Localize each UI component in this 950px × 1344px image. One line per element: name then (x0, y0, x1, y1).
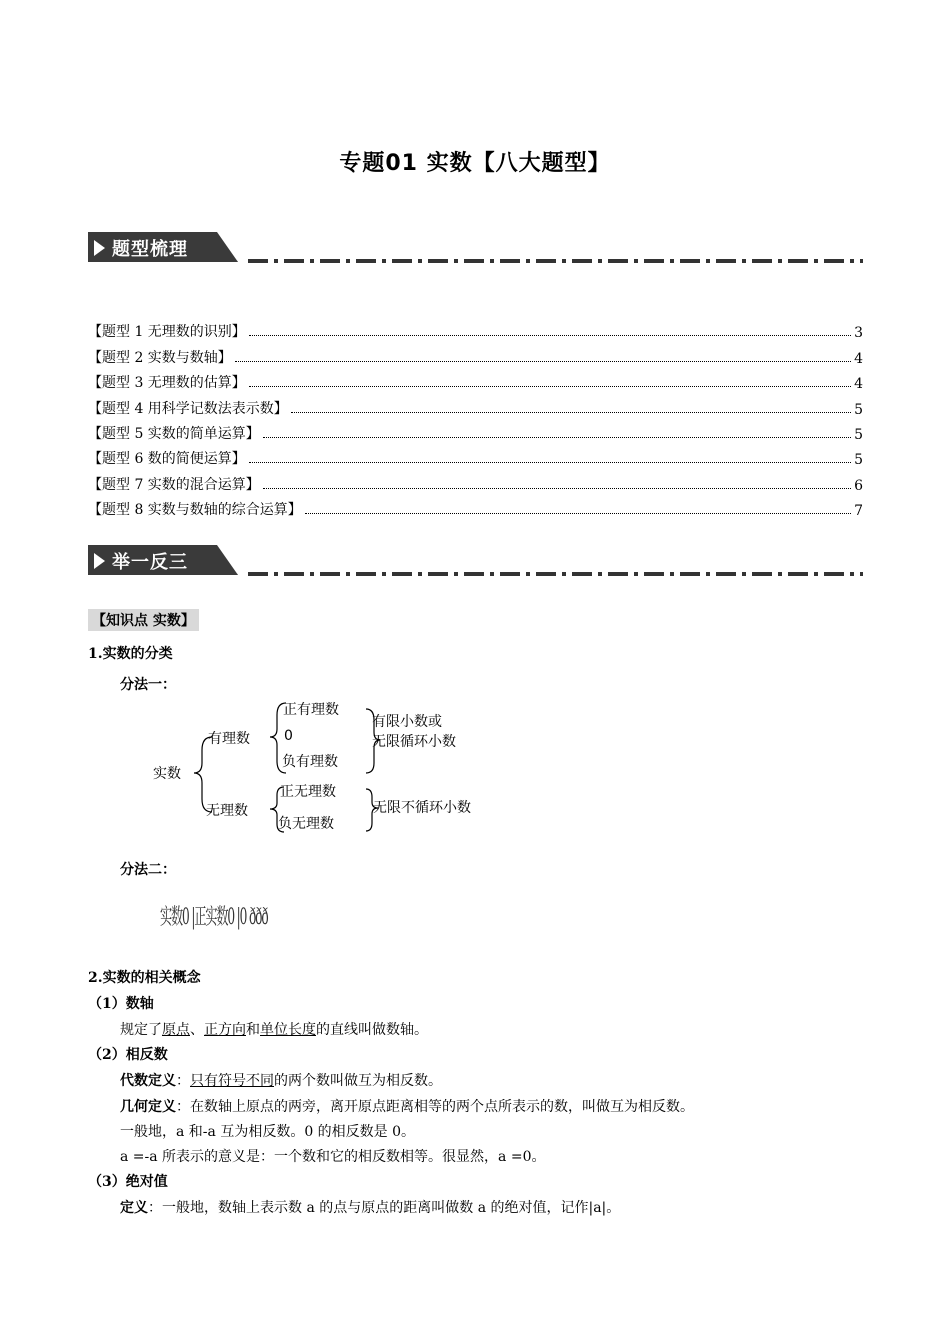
banner-label: 题型梳理 (112, 239, 188, 260)
diagram-negative-irrational: 负无理数 (278, 816, 334, 832)
garbled-formula: 实数0 |正实数0 |0 ððð (160, 905, 268, 930)
play-triangle-icon (94, 240, 105, 256)
section-heading: 2.实数的相关概念 (88, 970, 201, 986)
toc-entry[interactable]: 【题型 6 数的简便运算】 5 (88, 451, 863, 469)
dash-divider (248, 572, 863, 576)
diagram-positive-rational: 正有理数 (283, 702, 339, 718)
concept-text: a =-a 所表示的意义是：一个数和它的相反数相等。很显然，a =0。 (120, 1149, 546, 1165)
concept-text: 定义：一般地，数轴上表示数 a 的点与原点的距离叫做数 a 的绝对值，记作|a|。 (120, 1200, 621, 1216)
banner-label: 举一反三 (112, 552, 188, 573)
section-banner-overview (88, 232, 246, 266)
toc-entry[interactable]: 【题型 8 实数与数轴的综合运算】 7 (88, 502, 863, 520)
knowledge-point-tag: 【知识点 实数】 (88, 609, 199, 631)
concept-text: 代数定义：只有符号不同的两个数叫做互为相反数。 (120, 1073, 442, 1089)
table-of-contents (88, 316, 863, 519)
diagram-negative-rational: 负有理数 (282, 754, 338, 770)
method-label: 分法二： (120, 862, 176, 878)
page-title: 专题01 实数【八大题型】 (339, 151, 611, 176)
diagram-positive-irrational: 正无理数 (280, 784, 336, 800)
diagram-zero: 0 (284, 728, 293, 744)
section-banner-examples (88, 545, 246, 579)
diagram-real: 实数 (153, 766, 181, 782)
toc-entry[interactable]: 【题型 1 无理数的识别】 3 (88, 324, 863, 342)
concept-text: 一般地，a 和-a 互为相反数。0 的相反数是 0。 (120, 1124, 416, 1140)
concept-text: 规定了原点、正方向和单位长度的直线叫做数轴。 (120, 1022, 428, 1038)
play-triangle-icon (94, 553, 105, 569)
toc-entry[interactable]: 【题型 4 用科学记数法表示数】 5 (88, 400, 863, 418)
toc-entry[interactable]: 【题型 7 实数的混合运算】 6 (88, 476, 863, 494)
concept-heading: （3）绝对值 (88, 1174, 168, 1190)
toc-entry[interactable]: 【题型 5 实数的简单运算】 5 (88, 425, 863, 443)
concept-heading: （2）相反数 (88, 1047, 168, 1063)
concept-text: 几何定义：在数轴上原点的两旁，离开原点距离相等的两个点所表示的数，叫做互为相反数。 (120, 1099, 694, 1115)
toc-entry[interactable]: 【题型 2 实数与数轴】 4 (88, 349, 863, 367)
diagram-rational: 有理数 (208, 731, 250, 747)
diagram-nonrepeating-decimal: 无限不循环小数 (373, 800, 471, 816)
dash-divider (248, 259, 863, 263)
method-label: 分法一： (120, 677, 176, 693)
section-heading: 1.实数的分类 (88, 646, 173, 662)
toc-entry[interactable]: 【题型 3 无理数的估算】 4 (88, 375, 863, 393)
diagram-irrational: 无理数 (206, 803, 248, 819)
diagram-repeating-decimal: 无限循环小数 (372, 734, 456, 750)
concept-heading: （1）数轴 (88, 996, 154, 1012)
diagram-finite-decimal: 有限小数或 (372, 714, 442, 730)
